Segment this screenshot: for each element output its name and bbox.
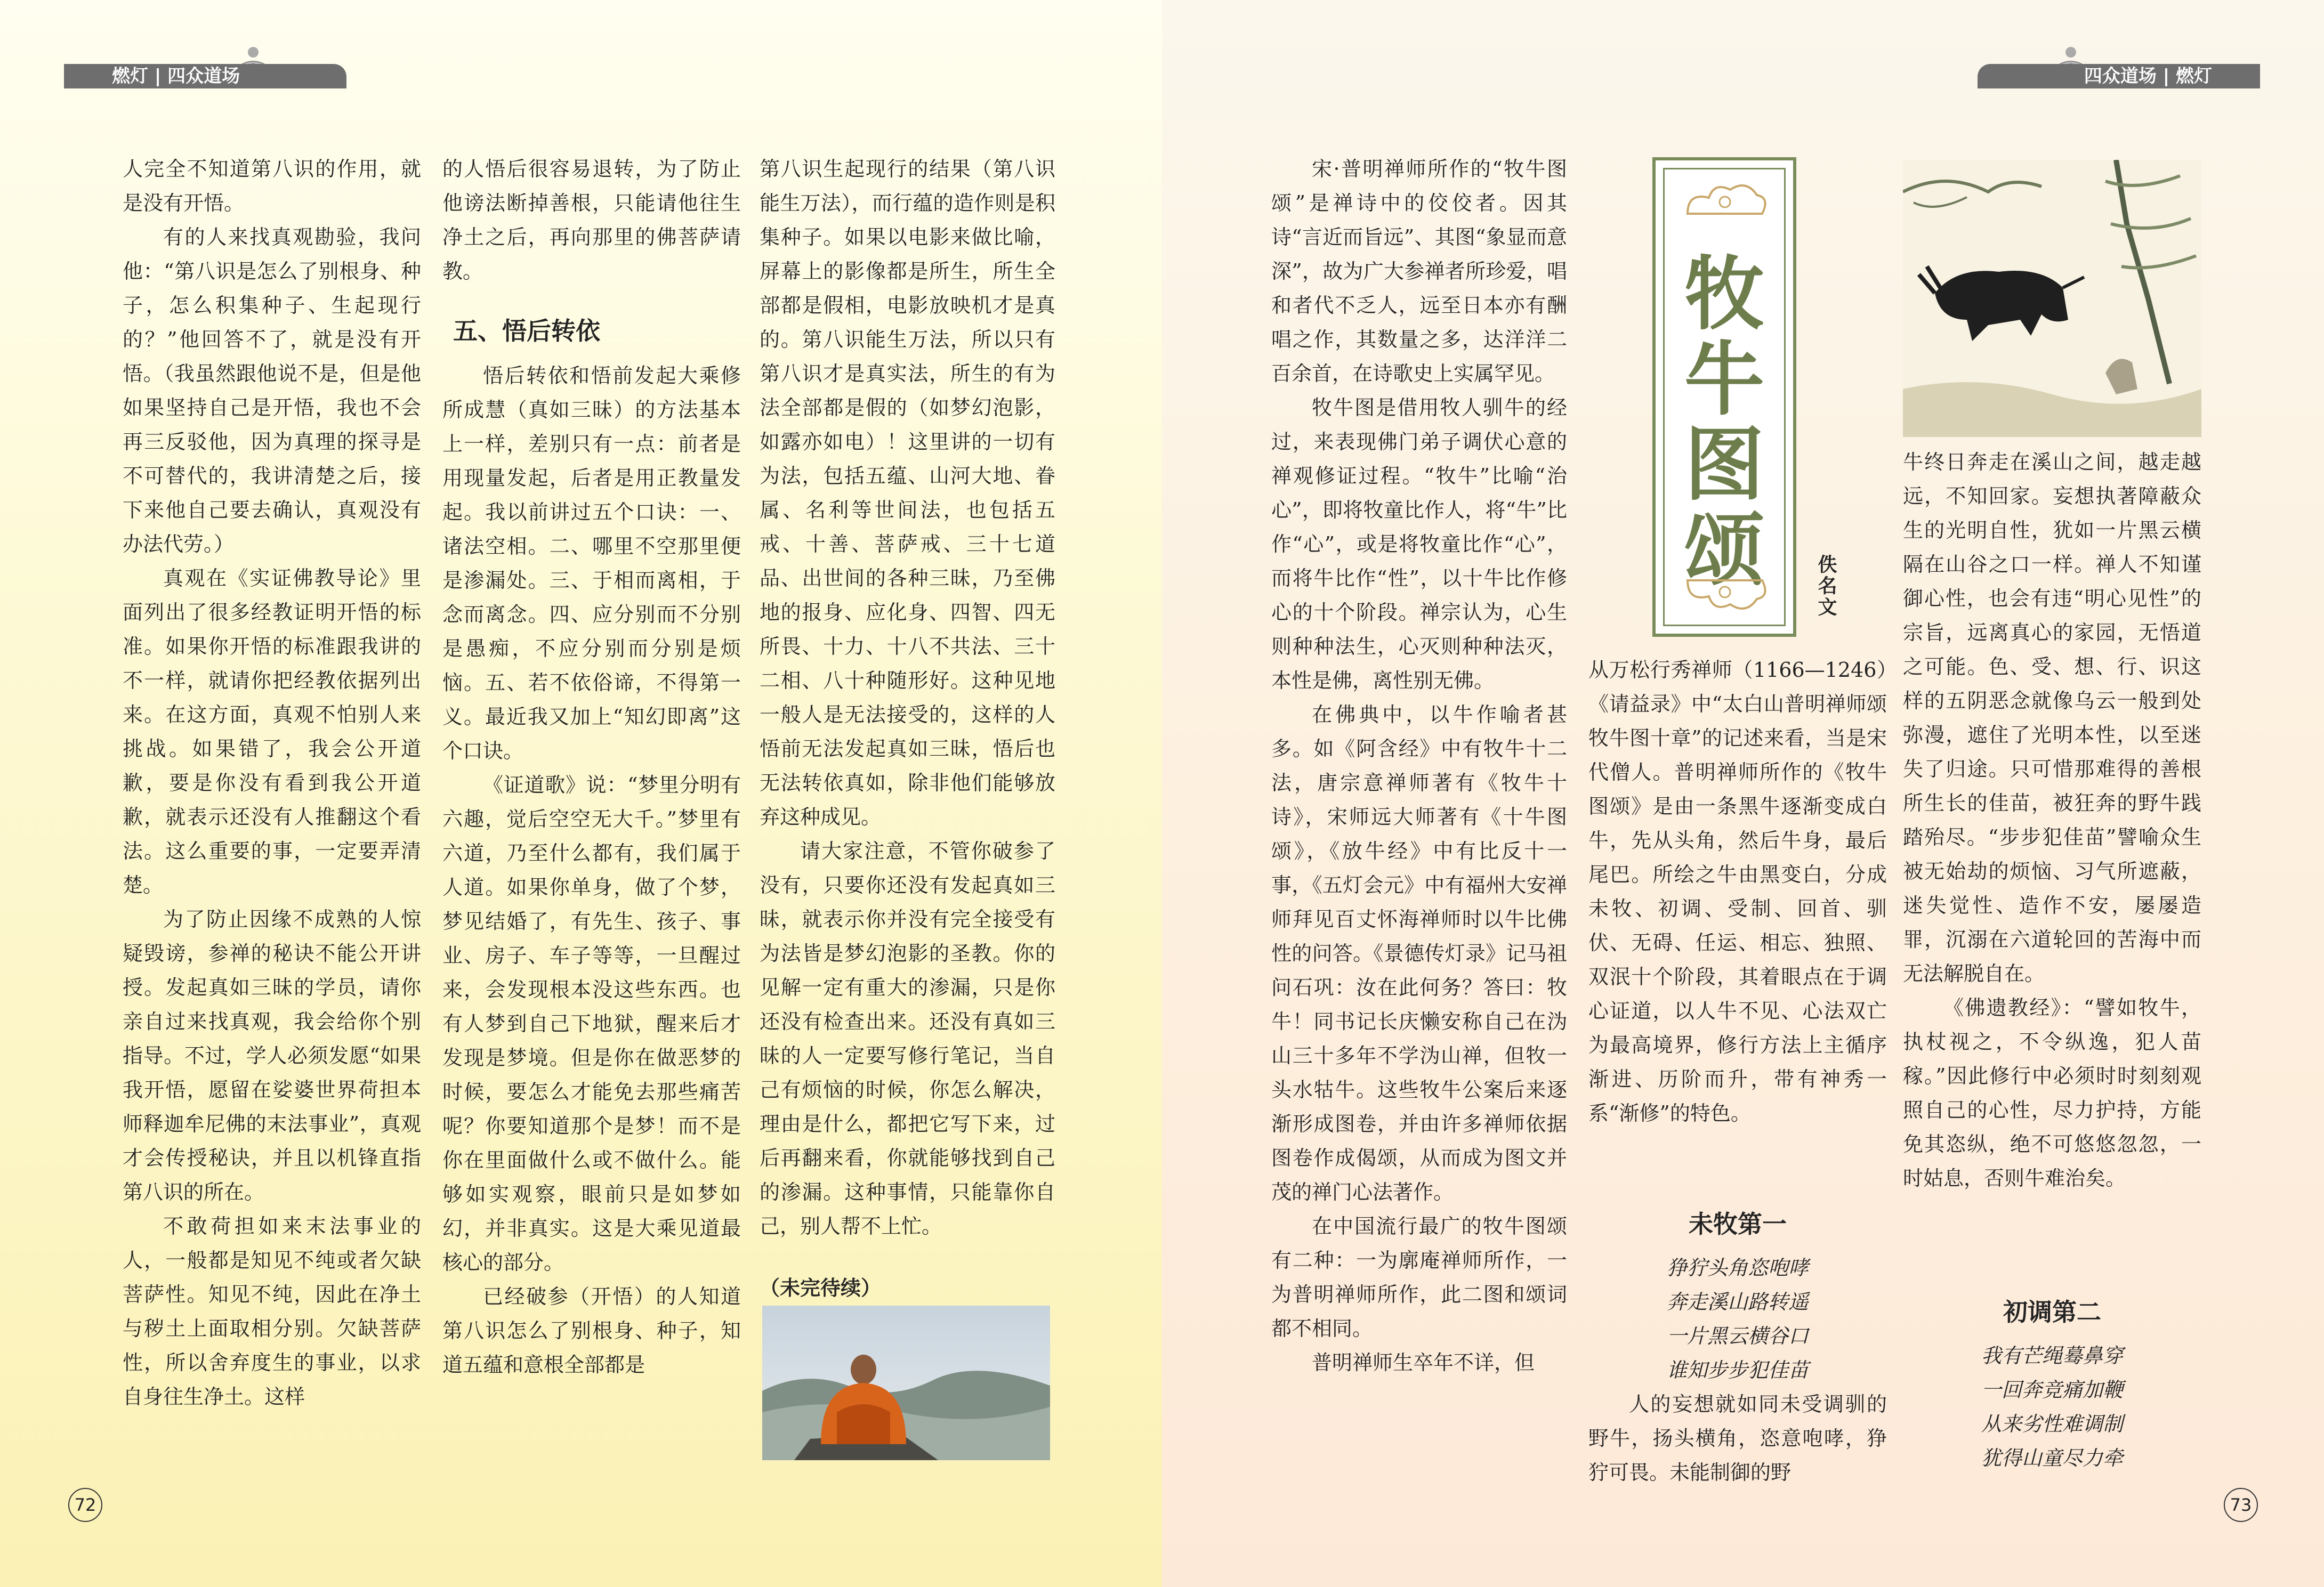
paragraph: 牧牛图是借用牧人驯牛的经过，来表现佛门弟子调伏心意的禅观修证过程。“牧牛”比喻“治心”，即将牧童比作人，将“牛”比作“心”，或是将牧童比作“心”，而将牛比作“性”，以十牛比作修心的十个阶段。禅宗认为，心生则种种法生，心灭则种种法灭，本性是佛，离性别无佛。 [1271,396,1567,692]
author-byline: 佚名文 [1815,554,1837,618]
paragraph: 第八识生起现行的结果（第八识能生万法），而行蕴的造作则是积集种子。如果以电影来做比喻，屏幕上的影像都是所生，所生全部都是假相，电影放映机才是真的。第八识能生万法，所以只有第八识才是真实法，所生的有为法全部都是假的（如梦幻泡影，如露亦如电）！这里讲的一切有为法，包括五蕴、山河大地、眷属、名利等世间法，也包括五戒、十善、菩萨戒、三十七道品、出世间的各种三昧，乃至佛地的报身、应化身、四智、四无所畏、十力、十八不共法、三十二相、八十种随形好。这种见地一般人是无法接受的，这样的人悟前无法发起真如三昧，悟后也无法转依真如，除非他们能够放弃这种成见。 [760,157,1055,829]
paragraph: 人完全不知道第八识的作用，就是没有开悟。 [123,157,421,215]
paragraph: 为了防止因缘不成熟的人惊疑毁谤，参禅的秘诀不能公开讲授。发起真如三昧的学员，请你亲自过来找真观，我会给你个别指导。不过，学人必须发愿“如果我开悟，愿留在娑婆世界荷担本师释迦牟尼佛的末法事业”，真观才会传授秘诀，并且以机锋直指第八识的所在。 [123,908,421,1204]
paragraph: 《佛遗教经》：“譬如牧牛，执杖视之，不令纵逸，犯人苗稼。”因此修行中必须时时刻刻观照自己的心性，尽力护持，方能免其恣纵，绝不可悠悠忽忽，一时姑息，否则牛难治矣。 [1903,996,2201,1190]
poem-heading: 初调第二 [2003,1298,2101,1326]
poem-line: 谁知步步犯佳苗 [1666,1358,1809,1382]
poem-line: 一片黑云横谷口 [1666,1324,1809,1348]
right-column-2 [1588,653,1887,1130]
poem-2 [1903,1279,2201,1475]
paragraph: 在佛典中，以牛作喻者甚多。如《阿含经》中有牧牛十二法，唐宗意禅师著有《牧牛十诗》，宋师远大师著有《十牛图颂》，《放牛经》中有比反十一事，《五灯会元》中有福州大安禅师拜见百丈怀海禅师时以牛比佛性的问答。《景德传灯录》记马祖问石巩：汝在此何务？答曰：牧牛！同书记长庆懒安称自己在沩山三十多年不学沩山禅，但牧一头水牯牛。这些牧牛公案后来逐渐形成图卷，并由许多禅师依据图卷作成偈颂，从而成为图文并茂的禅门心法著作。 [1271,703,1567,1204]
paragraph: 普明禅师生卒年不详，但 [1312,1351,1535,1374]
paragraph: 牛终日奔走在溪山之间，越走越远，不知回家。妄想执著障蔽众生的光明自性，犹如一片黑云横隔在山谷之口一样。禅人不知谨御心性，也会有违“明心见性”的宗旨，远离真心的家园，无悟道之可能。色、受、想、行、识这样的五阴恶念就像乌云一般到处弥漫，遮住了光明本性，以至迷失了归途。只可惜那难得的善根所生长的佳苗，被狂奔的野牛践踏殆尽。“步步犯佳苗”譬喻众生被无始劫的烦恼、习气所遮蔽，迷失觉性、造作不安，屡屡造罪，沉溺在六道轮回的苦海中而无法解脱自在。 [1903,450,2201,985]
left-column-3 [760,152,1055,1243]
paragraph: 《证道歌》说：“梦里分明有六趣，觉后空空无大千。”梦里有六道，乃至什么都有，我们属于人道。如果你单身，做了个梦，梦见结婚了，有先生、孩子、事业、房子、车子等等，一旦醒过来，会发现根本没这些东西。也有人梦到自己下地狱，醒来后才发现是梦境。但是你在做恶梦的时候，要怎么才能免去那些痛苦呢？你要知道那个是梦！而不是你在里面做什么或不做什么。能够如实观察，眼前只是如梦如幻，并非真实。这是大乘见道最核心的部分。 [442,773,741,1274]
paragraph: 请大家注意，不管你破参了没有，只要你还没有发起真如三昧，就表示你并没有完全接受有为法皆是梦幻泡影的圣教。你的见解一定有重大的渗漏，只是你还没有检查出来。还没有真如三昧的人一定要写修行笔记，当自己有烦恼的时候，你怎么解决，理由是什么，都把它写下来，过后再翻来看，你就能够找到自己的渗漏。这种事情，只能靠你自己，别人帮不上忙。 [760,839,1055,1238]
paragraph: 人的妄想就如同未受调驯的野牛，扬头横角，恣意咆哮，狰狞可畏。未能制御的野 [1588,1392,1887,1484]
paragraph: 宋·普明禅师所作的“牧牛图颂”是禅诗中的佼佼者。因其诗“言近而旨远”、其图“象显而意深”，故为广大参禅者所珍爱，唱和者代不乏人，远至日本亦有酬唱之作，其数量之多，达洋洋二百余首，在诗歌史上实属罕见。 [1271,157,1567,385]
poem-line: 一回奔竞痛加鞭 [1981,1378,2123,1402]
left-column-2 [442,152,741,1382]
right-column-1 [1271,152,1567,1380]
poem-line: 从来劣性难调制 [1981,1412,2123,1436]
paragraph: 从万松行秀禅师（1166—1246）《请益录》中“太白山普明禅师颂牧牛图十章”的记述来看，当是宋代僧人。普明禅师所作的《牧牛图颂》是由一条黑牛逐渐变成白牛，先从头角，然后牛身，最后尾巴。所绘之牛由黑变白，分成未牧、初调、受制、回首、驯伏、无碍、任运、相忘、独照、双泯十个阶段，其着眼点在于调心证道，以人牛不见、心法双亡为最高境界，修行方法上主循序渐进、历阶而升，带有神秀一系“渐修”的特色。 [1588,658,1887,1125]
poem-line: 犹得山童尽力牵 [1981,1446,2123,1470]
page-number: 72 [68,1488,102,1522]
poem-heading: 未牧第一 [1689,1210,1787,1238]
meditating-monk-photo [762,1306,1050,1460]
title-box [1652,157,1796,637]
to-be-continued: （未完待续） [760,1276,882,1300]
paragraph: 的人悟后很容易退转，为了防止他谤法断掉善根，只能请他往生净土之后，再向那里的佛菩萨请教。 [442,157,741,283]
title-char: 牛 [1684,333,1764,426]
paragraph: 已经破参（开悟）的人知道第八识怎么了别根身、种子，知道五蕴和意根全部都是 [442,1285,741,1377]
page-number: 73 [2224,1488,2258,1522]
paragraph-group [1588,1387,1887,1489]
right-column-3 [1903,445,2201,1195]
header-left: 燃灯 | 四众道场 [64,64,346,88]
title-char: 颂 [1684,503,1764,597]
paragraph: 真观在《实证佛教导论》里面列出了很多经教证明开悟的标准。如果你开悟的标准跟我讲的不一样，就请你把经教依据列出来。在这方面，真观不怕别人来挑战。如果错了，我会公开道歉，要是你没有看到我公开道歉，就表示还没有人推翻这个看法。这么重要的事，一定要弄清楚。 [123,566,421,897]
paragraph: 有的人来找真观勘验，我问他：“第八识是怎么了别根身、种子，怎么积集种子、生起现行的？”他回答不了，就是没有开悟。（我虽然跟他说不是，但是他如果坚持自己是开悟，我也不会再三反驳他，因为真理的探寻是不可替代的，我讲清楚之后，接下来他自己要去确认，真观没有办法代劳。） [123,225,421,556]
section-heading: 五、悟后转依 [453,317,600,345]
poem-line: 奔走溪山路转遥 [1666,1290,1809,1314]
paragraph: 不敢荷担如来末法事业的人，一般都是知见不纯或者欠缺菩萨性。知见不纯，因此在净土与秽土上面取相分别。欠缺菩萨性，所以舍弃度生的事业，以求自身往生净土。这样 [123,1214,421,1408]
paragraph: 悟后转依和悟前发起大乘修所成慧（真如三昧）的方法基本上一样，差别只有一点：前者是用现量发起，后者是用正教量发起。我以前讲过五个口诀：一、诸法空相。二、哪里不空那里便是渗漏处。三、于相而离相，于念而离念。四、应分别而不分别是愚痴，不应分别而分别是烦恼。五、若不依俗谛，不得第一义。最近我又加上“知幻即离”这个口诀。 [442,364,741,763]
paragraph: 在中国流行最广的牧牛图颂有二种：一为廓庵禅师所作，一为普明禅师所作，此二图和颂词都不相同。 [1271,1214,1567,1340]
header-right: 四众道场 | 燃灯 [1978,64,2260,88]
cloud-ornament-icon [1677,176,1773,224]
poem-line: 我有芒绳蓦鼻穿 [1981,1344,2123,1367]
ox-illustration [1903,160,2201,437]
poem-1 [1588,1191,1887,1489]
poem-line: 狰狞头角恣咆哮 [1666,1256,1809,1280]
title-char: 图 [1684,418,1764,512]
title-char: 牧 [1684,247,1764,341]
cloud-ornament-icon [1677,570,1773,618]
left-column-1 [123,152,421,1414]
